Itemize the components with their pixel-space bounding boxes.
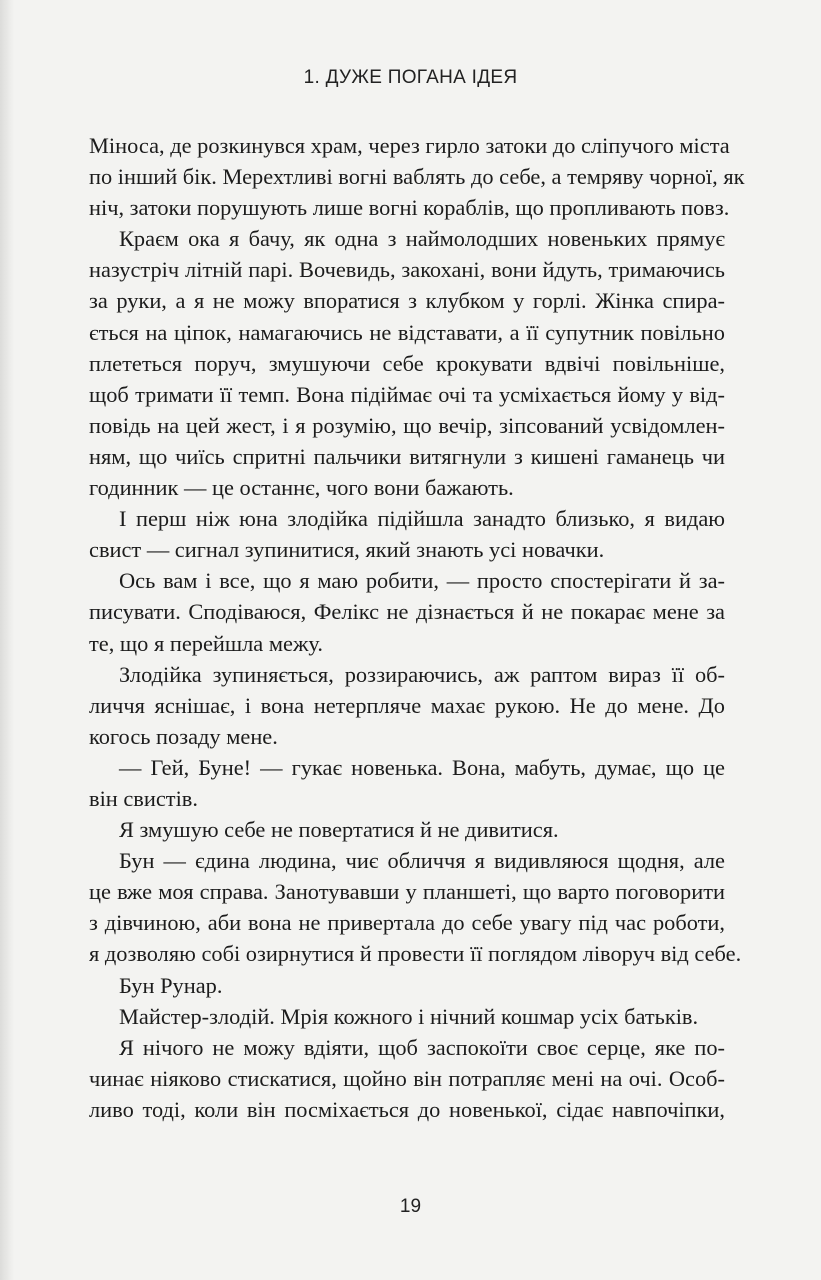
- text-line: за руки, а я не можу впоратися з клубком у горлі. Жінка спира-: [89, 288, 725, 314]
- text-line: Бун — єдина людина, чиє обличчя я видивляюся щодня, але: [119, 848, 725, 874]
- text-line: Ось вам і все, що я маю робити, — просто спостерігати й за-: [119, 568, 725, 594]
- running-head: 1. ДУЖЕ ПОГАНА ІДЕЯ: [303, 67, 518, 88]
- text-line: свист — сигнал зупинитися, який знають усі новачки.: [89, 537, 605, 563]
- text-line: ється на ціпок, намагаючись не відставати, а її супутник повільно: [89, 319, 725, 345]
- text-line: щоб тримати її темп. Вона підіймає очі та усміхається йому у від-: [89, 381, 725, 407]
- text-line: з дівчиною, аби вона не привертала до себе увагу під час роботи,: [89, 910, 725, 936]
- body-text: [89, 130, 745, 1125]
- text-line: личчя яснішає, і вона нетерпляче махає рукою. Не до мене. До: [89, 692, 725, 718]
- text-line: чинає ніяково стискатися, щойно він потрапляє мені на очі. Особ-: [89, 1065, 725, 1091]
- text-line: назустріч літній парі. Вочевидь, закохані, вони йдуть, тримаючись: [89, 257, 725, 283]
- text-line: Бун Рунар.: [119, 972, 223, 998]
- text-line: Краєм ока я бачу, як одна з наймолодших новеньких прямує: [119, 226, 725, 252]
- text-line: він свистів.: [89, 785, 198, 811]
- page-number: 19: [399, 1196, 422, 1217]
- text-line: І перш ніж юна злодійка підійшла занадто близько, я видаю: [119, 506, 725, 532]
- text-line: це вже моя справа. Занотувавши у планшеті, що варто поговорити: [89, 879, 725, 905]
- text-line: — Гей, Буне! — гукає новенька. Вона, мабуть, думає, що це: [119, 754, 725, 780]
- text-line: те, що я перейшла межу.: [89, 630, 323, 656]
- text-line: плететься поруч, змушуючи себе крокувати вдвічі повільніше,: [89, 350, 725, 376]
- text-line: повідь на цей жест, і я розумію, що вечір, зіпсований усвідомлен-: [89, 412, 725, 438]
- text-line: годинник — це останнє, чого вони бажають.: [89, 475, 514, 501]
- text-line: Злодійка зупиняється, роззираючись, аж раптом вираз її об-: [119, 661, 725, 687]
- text-line: Міноса, де розкинувся храм, через гирло затоки до сліпучого міста: [89, 133, 730, 158]
- text-line: я дозволяю собі озирнутися й провести її поглядом ліворуч від себе.: [89, 941, 742, 967]
- text-line: Я змушую себе не повертатися й не дивитися.: [119, 817, 559, 843]
- text-line: Майстер-злодій. Мрія кожного і нічний кошмар усіх батьків.: [119, 1003, 699, 1029]
- page-edge-shadow: [0, 0, 14, 1280]
- text-line: когось позаду мене.: [89, 723, 278, 749]
- text-line: Я нічого не можу вдіяти, щоб заспокоїти своє серце, яке по-: [119, 1034, 725, 1060]
- text-line: ливо тоді, коли він посміхається до новенької, сідає навпочіпки,: [89, 1096, 725, 1122]
- text-line: по інший бік. Мерехтливі вогні ваблять до себе, а темряву чорної, як: [89, 164, 745, 190]
- text-line: ням, що чиїсь спритні пальчики витягнули з кишені гаманець чи: [89, 443, 725, 469]
- text-line: писувати. Сподіваюся, Фелікс не дізнається й не покарає мене за: [89, 599, 725, 625]
- text-line: ніч, затоки порушують лише вогні кораблів, що пропливають повз.: [89, 195, 730, 221]
